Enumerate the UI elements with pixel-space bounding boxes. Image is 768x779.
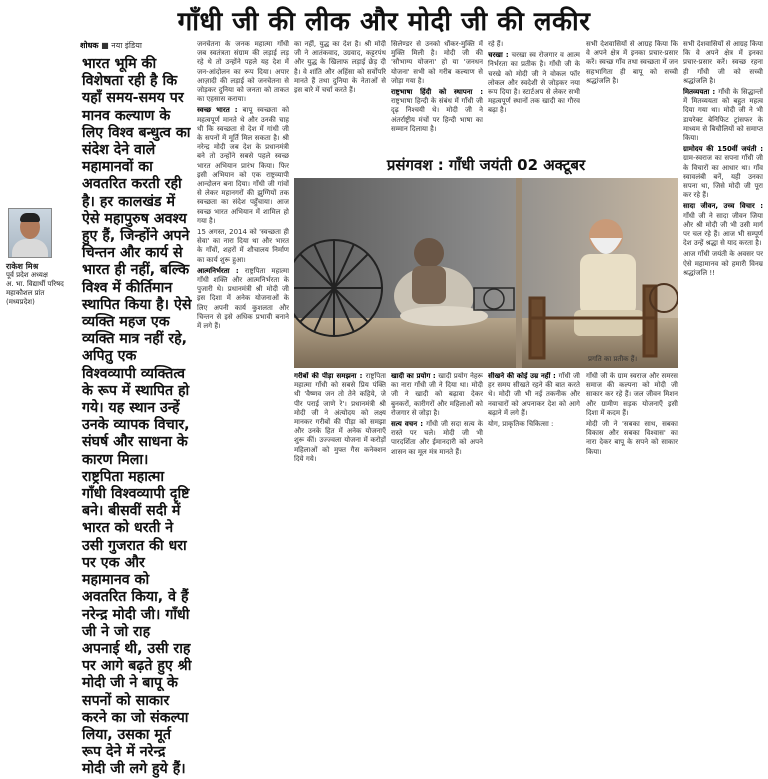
paragraph-text: योग, प्राकृतिक चिकित्सा : xyxy=(488,420,554,429)
paragraph-text: गाँधी जी ने सादा जीवन जिया और श्री मोदी जी भी उसी मार्ग पर चल रहे हैं। आज भी सम्पूर्ण देश उन्हें श्रद्धा से याद करता है। xyxy=(683,211,763,248)
author-line: (मध्यप्रदेश) xyxy=(6,298,35,306)
top-byline: शोधक ■ नया इंडिया xyxy=(80,41,142,50)
column-2 xyxy=(294,40,386,154)
paragraph-text: गाँधी जी के ग्राम स्वराज और समरस समाज की कल्पना को मोदी जी साकार कर रहे हैं। जल जीवन मिशन और ग्रामीण सड़क योजनाएँ इसी दिशा में कदम हैं। xyxy=(586,372,678,417)
subheading: मितव्ययता : xyxy=(683,88,719,97)
paragraph-text: चरखा स्व रोजगार व आत्म निर्भरता का प्रतीक है। गाँधी जी के चरखे को मोदी जी ने वोकल फॉर लोकल और स्वदेशी से जोड़कर नया रूप दिया है। स्टार्टअप से लेकर सभी महत्वपूर्ण स्थानों तक खादी का गौरव बढ़ा है। xyxy=(488,51,580,115)
article-paragraph xyxy=(488,51,580,115)
article-paragraph xyxy=(683,40,763,86)
paragraph-text: आज गाँधी जयंती के अवसर पर ऐसे महामानव को हमारी विनम्र श्रद्धांजलि !! xyxy=(683,250,763,277)
article-paragraph xyxy=(683,88,763,143)
article-paragraph xyxy=(586,40,678,86)
paragraph-text: रहे हैं। xyxy=(488,40,504,48)
article-paragraph xyxy=(391,88,483,134)
subheading: राष्ट्रभाषा हिंदी को स्थापना : xyxy=(391,88,483,97)
byline-label: शोधक xyxy=(80,41,99,50)
subheading: सादा जीवन, उच्च विचार : xyxy=(683,202,763,211)
article-paragraph xyxy=(197,228,289,265)
paragraph-text: राष्ट्रपिता महात्मा गाँधी को सबसे प्रिय पंक्ति थी 'वैष्णव जन तो तेने कहिये, जे पीर पराई जाणे रे'। प्रधानमंत्री श्री मोदी जी ने अंत्योदय को लक्ष्य मानकर गरीबों की पीड़ा को समझा और उनके हित में अनेक योजनाएँ शुरू कीं। उज्ज्वला योजना में करोड़ों महिलाओं को मुफ्त गैस कनेक्शन दिये गये। xyxy=(294,372,386,463)
column-4-lower xyxy=(488,372,580,540)
paragraph-text: 15 अगस्त, 2014 को 'स्वच्छता ही सेवा' का नारा दिया था और भारत के गाँवों, शहरों में शौचालय निर्माण का कार्य शुरू हुआ। xyxy=(197,228,289,264)
author-line: महाकौशल प्रांत xyxy=(6,289,45,297)
paragraph-text: ग्राम-स्वराज का सपना गाँधी जी के विचारों का आधार था। गाँव स्वावलंबी बनें, यही उनका सपना था, जिसे मोदी जी पूरा कर रहे हैं। xyxy=(683,154,763,200)
headline: गाँधी जी की लीक और मोदी जी की लकीर xyxy=(177,7,591,37)
gandhi-modi-photo xyxy=(294,178,678,368)
article-paragraph xyxy=(683,145,763,200)
article-paragraph xyxy=(488,372,580,418)
column-3 xyxy=(391,40,483,154)
intro-text: भारत भूमि की विशेषता रही है कि यहाँ समय-समय पर मानव कल्याण के लिए विश्व बन्धुत्व का संदेश देने वाले महामानवों का अवतरित करती रही है। हर कालखंड में ऐसे महापुरुष अवश्य हुए हैं, जिन्होंने अपने चिन्तन और कार्य से भारत ही नहीं, बल्कि विश्व में कीर्तिमान स्थापित किया है। ऐसे व्यक्ति महज एक व्यक्ति मात्र नहीं रहे, अपितु एक विश्वव्यापी व्यक्तित्व के रूप में स्थापित हो गये। यह स्थान उन्हें उनके व्यापक विचार, संघर्ष और साधना के कारण मिला। राष्ट्रपिता महात्मा गाँधी विश्वव्यापी दृष्टि बने। बीसवीं सदी में भारत को धरती ने उसी गुजरात की धरा पर एक और महामानव को अवतरित किया, वे हैं नरेन्द्र मोदी जी। गाँधी जी ने जो राह अपनाई थी, उसी राह पर आगे बढ़ते हुए श्री मोदी जी ने बापू के सपनों को साकार करने का जो संकल्पा लिया, उसका मूर्त रूप देने में नरेन्द्र मोदी जी लगे हुये हैं। xyxy=(82,56,192,778)
article-paragraph xyxy=(586,372,678,418)
column-6 xyxy=(683,40,763,540)
paragraph-text: गाँधी जी हर समय सीखते रहने की बात करते थे। मोदी जी भी नई तकनीक और नवाचारों को अपनाकर देश को आगे बढ़ाने में लगे हैं। xyxy=(488,372,580,417)
column-4 xyxy=(488,40,580,154)
article-paragraph xyxy=(683,250,763,278)
byline-source: नया इंडिया xyxy=(111,41,142,50)
column-5-lower xyxy=(586,372,678,540)
subheading: गरीबों की पीड़ा समझना : xyxy=(294,372,366,380)
subheading: आत्मनिर्भरता : xyxy=(197,266,245,275)
paragraph-text: राष्ट्रभाषा हिन्दी के संबंध में गाँधी जी दृढ़ निश्चयी थे। मोदी जी ने अंतर्राष्ट्रीय मंचों पर हिन्दी भाषा का सम्मान दिलाया है। xyxy=(391,97,483,133)
article-paragraph xyxy=(586,420,678,457)
article-paragraph xyxy=(197,267,289,331)
subheading: खादी का प्रयोग : xyxy=(391,372,439,380)
article-paragraph xyxy=(488,420,580,429)
column-1 xyxy=(197,40,289,540)
author-line: पूर्व प्रदेश अध्यक्ष xyxy=(6,271,48,279)
paragraph-text: मोदी जी ने 'सबका साथ, सबका विकास और सबका विश्वास' का नारा देकर बापू के सपने को साकार किया। xyxy=(586,420,678,456)
author-info xyxy=(6,262,76,307)
column-5 xyxy=(586,40,678,154)
paragraph-text: खादी प्रयोग नेहरू का नारा गाँधी जी ने दिया था। मोदी जी ने खादी को बढ़ावा देकर बुनकरों, कारीगरों और महिलाओं को रोजगार से जोड़ा है। xyxy=(391,372,483,417)
article-photo xyxy=(294,178,678,368)
subheading: ग्रामोदय की 150वीं जयंती : xyxy=(683,145,763,154)
paragraph-text: गाँधी जी सदा सत्य के रास्ते पर चले। मोदी जी भी पारदर्शिता और ईमानदारी को अपने शासन का मूल मंत्र मानते हैं। xyxy=(391,420,483,456)
photo-caption: प्रगति का प्रतीक हैं। xyxy=(588,355,638,363)
author-photo xyxy=(8,208,52,258)
article-paragraph xyxy=(294,372,386,464)
paragraph-text: राष्ट्रपिता महात्मा गाँधी शक्ति और आत्मनिर्भरता के पुजारी थे। प्रधानमंत्री श्री मोदी जी इस दिशा में अनेक योजनाओं के लिए अपनी कार्य कुशलता और चिन्तन से इसे अधिक प्रभावी बनाने में लगे हैं। xyxy=(197,266,289,331)
article-paragraph xyxy=(197,106,289,226)
paragraph-text: जनचेतना के जनक महात्मा गाँधी जब स्वतंत्रता संग्राम की लड़ाई लड़ रहे थे तो उन्होंने पहले यह देश में जन-आंदोलन का रूप दिया। अपार आज़ादी की लड़ाई को जनचेतना से जोड़कर दुनिया को जनता को ताकत का एहसास कराया। xyxy=(197,40,289,104)
author-line: अ. भा. विद्यार्थी परिषद xyxy=(6,280,64,288)
article-caption: प्रसंगवश : गाँधी जयंती 02 अक्टूबर xyxy=(386,156,586,174)
paragraph-text: सभी देशवासियों से आग्रह किया कि वे अपने क्षेत्र में इनका प्रचार-प्रसार करें। स्वच्छ रहना ही गाँधी जी को सच्ची श्रद्धांजलि है। xyxy=(683,40,763,85)
column-3-lower xyxy=(391,372,483,540)
article-paragraph xyxy=(391,40,483,86)
paragraph-text: सभी देशवासियों से आग्रह किया कि वे अपने क्षेत्र में इनका प्रचार-प्रसार करें। स्वच्छ गाँव तथा स्वच्छता में जन सहभागिता ही बापू को सच्ची श्रद्धांजलि है। xyxy=(586,40,678,85)
article-paragraph xyxy=(197,40,289,104)
author-name: राकेश मिश्र xyxy=(6,262,39,271)
column-2-lower xyxy=(294,372,386,540)
paragraph-text: सिलेण्डर से उनको धौंकर-मुक्ति में मुक्ति मिली है। मोदी जी की 'सौभाग्य योजना' हो या 'जनधन योजना' सभी को गरीब कल्याण से जोड़ा गया है। xyxy=(391,40,483,85)
article-paragraph xyxy=(683,202,763,248)
article-paragraph xyxy=(391,372,483,418)
article-paragraph xyxy=(391,420,483,457)
subheading: सीखने की कोई उम्र नहीं : xyxy=(488,372,559,380)
subheading: सत्य वचन : xyxy=(391,420,427,429)
article-paragraph xyxy=(488,40,580,49)
paragraph-text: बापू स्वच्छता को महत्वपूर्ण मानते थे और उनकी चाह थी कि स्वच्छता से देश में गांधी जी के सपनों में मूर्ति मिल सकता है। श्री नरेन्द्र मोदी जब देश के प्रधानमंत्री बने तो उन्होंने सबसे पहले स्वच्छ भारत अभियान प्रारंभ किया। फिर इसी अभियान को एक राष्ट्रव्यापी आन्दोलन बना दिया। गाँधी जी गांवों से लेकर महानगरों की झुग्गियों तक स्वच्छता का संदेश पहुँचाया। आज स्वच्छ भारत अभियान में शामिल हो गया है। xyxy=(197,106,289,225)
article-paragraph xyxy=(294,40,386,95)
subheading: चरखा : xyxy=(488,51,512,60)
subheading: स्वच्छ भारत : xyxy=(197,106,243,115)
paragraph-text: गाँधी के सिद्धान्तों में मितव्ययता को बहुत महत्व दिया गया था। मोदी जी ने भी डायरेक्ट बेनिफिट ट्रांसफर के माध्यम से बिचौलियों को समाप्त किया। xyxy=(683,88,763,143)
paragraph-text: का नहीं, युद्ध का देश है। श्री मोदी जी ने आतंकवाद, उग्रवाद, कट्टरपंथ और युद्ध के खिलाफ लड़ाई छेड़ दी है। वे शांति और अहिंसा को सर्वोपरि मानते हैं तथा दुनिया के नेताओं से इस बारे में चर्चा करते हैं। xyxy=(294,40,386,95)
